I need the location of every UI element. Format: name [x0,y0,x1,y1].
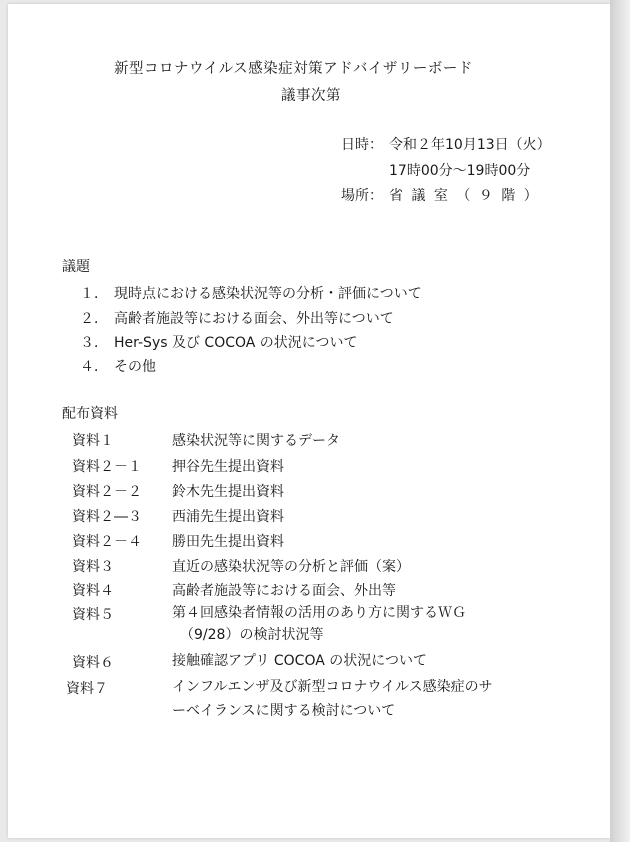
date-value: 令和２年10月13日（火） [389,137,551,153]
agenda-item-text: その他 [114,359,156,375]
material-label: 資料７ [66,681,108,697]
material-text: 第４回感染者情報の活用のあり方に関するＷＧ [172,605,466,621]
material-text: 押谷先生提出資料 [172,459,284,475]
material-text: 西浦先生提出資料 [172,509,284,525]
materials-heading: 配布資料 [62,406,118,422]
material-text-continued: ーベイランスに関する検討について [172,703,396,719]
material-text: インフルエンザ及び新型コロナウイルス感染症のサ [172,679,493,695]
agenda-item-text: 現時点における感染状況等の分析・評価について [114,286,422,302]
material-text: 高齢者施設等における面会、外出等 [172,583,396,599]
agenda-item-text: 高齢者施設等における面会、外出等について [114,311,394,327]
material-label: 資料３ [72,559,114,575]
date-label: 日時： [341,137,383,153]
agenda-item-text: Her-Sys 及び COCOA の状況について [114,335,358,351]
material-text: 接触確認アプリ COCOA の状況について [172,653,427,669]
agenda-item-number: ４． [80,359,108,375]
material-label: 資料２－１ [72,459,142,475]
document-subtitle: 議事次第 [281,88,341,104]
material-text: 勝田先生提出資料 [172,534,284,550]
material-label: 資料２―３ [72,509,142,525]
time-value: 17時00分～19時00分 [389,163,531,179]
page-edge [610,0,630,842]
material-text: 鈴木先生提出資料 [172,484,284,500]
document-title: 新型コロナウイルス感染症対策アドバイザリーボード [114,61,473,77]
material-label: 資料１ [72,433,114,449]
material-label: 資料５ [72,607,114,623]
agenda-item-number: １． [80,286,108,302]
place-label: 場所： [341,188,383,204]
material-label: 資料２－２ [72,484,142,500]
material-label: 資料２－４ [72,534,142,550]
agenda-item-number: ３． [80,335,108,351]
material-text: 直近の感染状況等の分析と評価（案） [172,559,410,575]
material-text-continued: （9/28）の検討状況等 [180,627,324,643]
agenda-heading: 議題 [62,259,90,275]
material-label: 資料４ [72,583,114,599]
material-text: 感染状況等に関するデータ [172,433,340,449]
material-label: 資料６ [72,655,114,671]
place-value: 省 議 室 （ ９ 階 ） [389,188,540,204]
agenda-item-number: ２． [80,311,108,327]
